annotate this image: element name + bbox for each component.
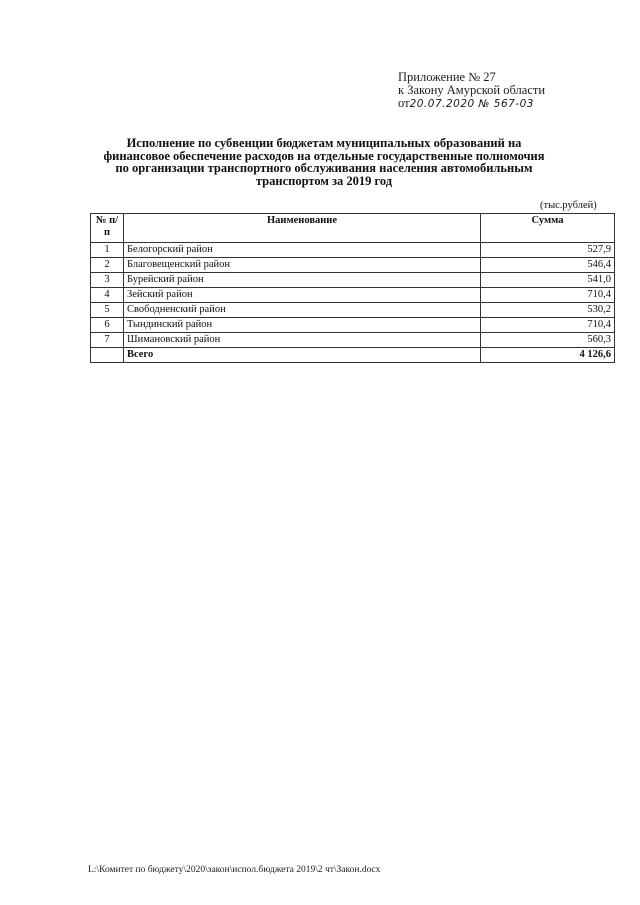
- unit-note: (тыс.рублей): [540, 200, 597, 211]
- file-path-footer: L:\Комитет по бюджету\2020\закон\испол.бюджета 2019\2 чт\Закон.docx: [88, 865, 381, 875]
- table-row: [91, 273, 615, 288]
- table-row: [91, 318, 615, 333]
- row-number: 3: [91, 273, 124, 288]
- row-number: 5: [91, 303, 124, 318]
- row-sum: 541,0: [481, 273, 615, 288]
- row-number: 7: [91, 333, 124, 348]
- row-district-name: Благовещенский район: [124, 258, 481, 273]
- header-name: Наименование: [124, 214, 481, 243]
- row-district-name: Шимановский район: [124, 333, 481, 348]
- row-district-name: Зейский район: [124, 288, 481, 303]
- subvention-table: [90, 213, 615, 363]
- annex-number: Приложение № 27: [398, 70, 496, 84]
- header-num: № п/п: [91, 214, 124, 243]
- header-sum: Сумма: [481, 214, 615, 243]
- annex-header: [398, 71, 598, 111]
- row-district-name: Тындинский район: [124, 318, 481, 333]
- table-header-row: [91, 214, 615, 243]
- total-row: [91, 348, 615, 363]
- row-sum: 530,2: [481, 303, 615, 318]
- row-number: 6: [91, 318, 124, 333]
- table-row: [91, 303, 615, 318]
- table-row: [91, 333, 615, 348]
- annex-law-reference: к Закону Амурской области: [398, 83, 546, 97]
- row-sum: 560,3: [481, 333, 615, 348]
- row-sum: 710,4: [481, 288, 615, 303]
- annex-date-row: [398, 97, 598, 111]
- total-num-cell: [91, 348, 124, 363]
- document-title: Исполнение по субвенции бюджетам муниципальных образований на финансовое обеспечение расходов на отдельные государственные полномочия по организации транспортного обслуживания населения автомобильным транспортом за 2019 год: [103, 136, 545, 188]
- table-row: [91, 288, 615, 303]
- row-sum: 710,4: [481, 318, 615, 333]
- row-sum: 546,4: [481, 258, 615, 273]
- row-district-name: Свободненский район: [124, 303, 481, 318]
- total-label: Всего: [124, 348, 481, 363]
- row-number: 4: [91, 288, 124, 303]
- handwritten-date-number: 20.07.2020 № 567-03: [409, 98, 534, 110]
- total-sum: 4 126,6: [481, 348, 615, 363]
- row-sum: 527,9: [481, 243, 615, 258]
- table-row: [91, 243, 615, 258]
- annex-date-prefix: от: [398, 96, 410, 110]
- row-number: 1: [91, 243, 124, 258]
- table-body: [91, 243, 615, 348]
- row-number: 2: [91, 258, 124, 273]
- row-district-name: Бурейский район: [124, 273, 481, 288]
- table-row: [91, 258, 615, 273]
- row-district-name: Белогорский район: [124, 243, 481, 258]
